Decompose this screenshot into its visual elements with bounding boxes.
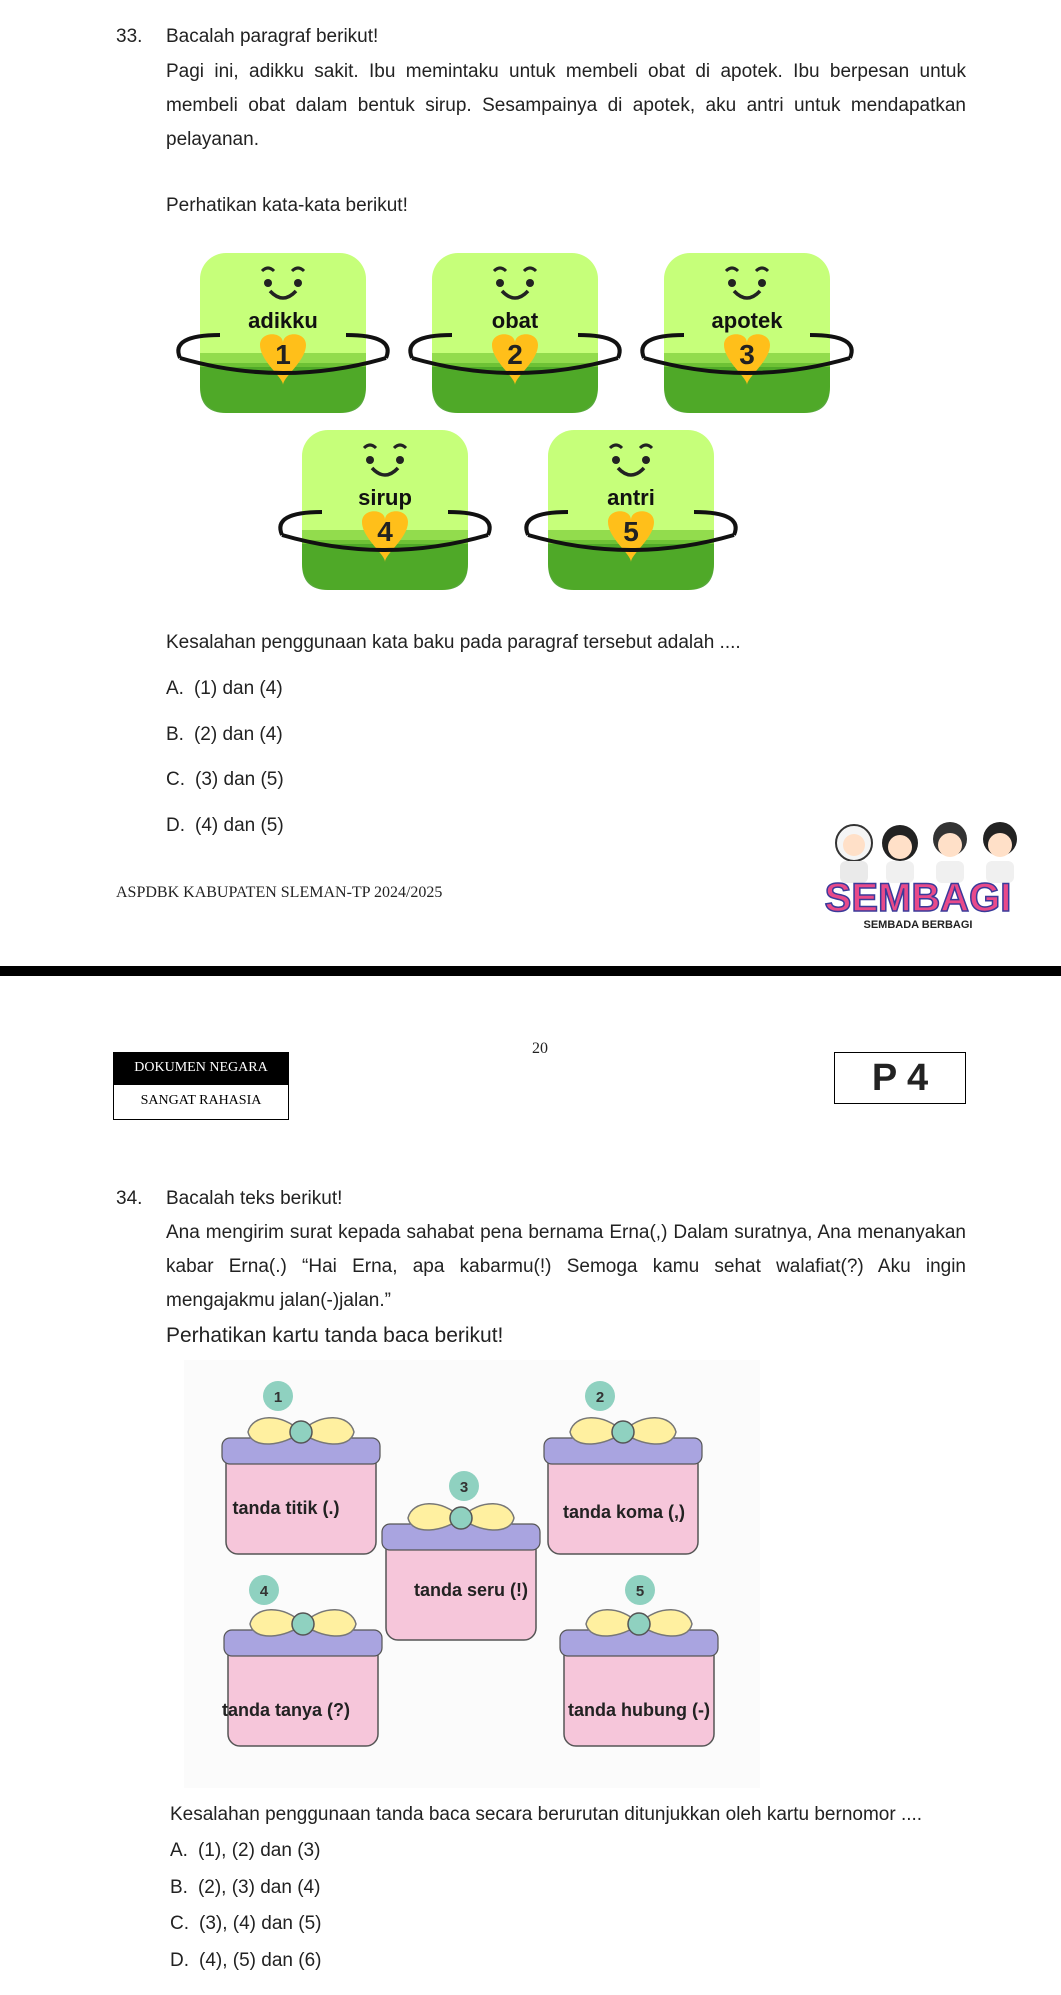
gift-card-1-label: tanda titik (.): [232, 1498, 340, 1518]
stamp-sangat-rahasia: SANGAT RAHASIA: [113, 1084, 289, 1120]
option-text: (3) dan (5): [195, 769, 284, 790]
q34-option-d[interactable]: [170, 1950, 321, 1972]
word-card-1-num: 1: [275, 339, 291, 370]
word-card-4-word: sirup: [358, 485, 412, 510]
word-card-4-num: 4: [377, 516, 393, 547]
q34-option-a[interactable]: [170, 1840, 320, 1862]
option-letter: C.: [166, 769, 185, 790]
option-letter: B.: [166, 724, 184, 745]
q34-instruction: Bacalah teks berikut!: [166, 1188, 343, 1209]
gift-card-2-num: 2: [595, 1389, 605, 1406]
option-text: (1), (2) dan (3): [197, 1840, 321, 1861]
page-footer-text: ASPDBK KABUPATEN SLEMAN-TP 2024/2025: [116, 884, 443, 901]
q33-prompt: Perhatikan kata-kata berikut!: [166, 195, 408, 216]
word-card-3-num: 3: [739, 339, 755, 370]
option-text: (2), (3) dan (4): [197, 1877, 321, 1898]
stamp-dokumen-negara: DOKUMEN NEGARA: [113, 1052, 289, 1084]
option-text: (3), (4) dan (5): [199, 1913, 322, 1934]
q33-option-d[interactable]: [166, 815, 284, 837]
q33-paragraph: Pagi ini, adikku sakit. Ibu memintaku untuk membeli obat di apotek. Ibu berpesan untuk membeli obat dalam bentuk sirup. Sesampainya di apotek, aku antri untuk mendapatkan pelayanan.: [166, 61, 966, 150]
students-illustration-icon: [836, 822, 1017, 883]
option-text: (2) dan (4): [193, 724, 283, 745]
q34-option-c[interactable]: [170, 1913, 321, 1935]
option-letter: A.: [170, 1840, 188, 1861]
q34-question: Kesalahan penggunaan tanda baca secara berurutan ditunjukkan oleh kartu bernomor ....: [170, 1804, 923, 1825]
word-card-3-word: apotek: [711, 308, 783, 333]
gift-card-1-num: 1: [273, 1389, 283, 1406]
gift-card-3-label: tanda seru (!): [413, 1580, 529, 1600]
option-letter: B.: [170, 1877, 188, 1898]
word-cards: [170, 245, 870, 595]
q34-prompt: Perhatikan kartu tanda baca berikut!: [166, 1324, 504, 1347]
gift-card-5-label: tanda hubung (-): [568, 1700, 710, 1720]
q33-option-a[interactable]: [166, 678, 283, 700]
q33-option-b[interactable]: [166, 724, 283, 746]
q34-option-b[interactable]: [170, 1877, 320, 1899]
option-letter: A.: [166, 678, 184, 699]
word-card-2: [410, 253, 619, 413]
option-text: (4), (5) dan (6): [199, 1950, 322, 1971]
logo-title: SEMBAGI: [824, 876, 1012, 920]
gift-card-3-num: 3: [459, 1479, 469, 1496]
word-card-1-word: adikku: [248, 308, 318, 333]
word-card-4: [280, 430, 489, 590]
word-card-5-num: 5: [623, 516, 639, 547]
gift-card-5-num: 5: [635, 1583, 645, 1600]
word-card-2-num: 2: [507, 339, 523, 370]
option-text: (4) dan (5): [195, 815, 284, 836]
option-letter: C.: [170, 1913, 189, 1934]
word-card-3: [642, 253, 851, 413]
sembagi-logo: [810, 815, 1030, 930]
page-divider: [0, 966, 1061, 976]
q33-question: Kesalahan penggunaan kata baku pada paragraf tersebut adalah ....: [166, 632, 741, 653]
package-code: P 4: [834, 1052, 966, 1104]
word-card-5: [526, 430, 735, 590]
logo-subtitle: SEMBADA BERBAGI: [863, 919, 973, 930]
gift-card-2-label: tanda koma (,): [562, 1502, 686, 1522]
word-card-2-word: obat: [491, 308, 539, 333]
word-card-5-word: antri: [607, 485, 655, 510]
word-card-1: [178, 253, 387, 413]
punctuation-cards: [184, 1360, 764, 1790]
gift-card-4-num: 4: [259, 1583, 269, 1600]
q33-option-c[interactable]: [166, 769, 284, 791]
q34-paragraph: Ana mengirim surat kepada sahabat pena bernama Erna(,) Dalam suratnya, Ana menanyakan kabar Erna(.) “Hai Erna, apa kabarmu(!) Semoga kamu sehat walafiat(?) Aku ingin mengajakmu jalan(-)jalan.”: [166, 1222, 966, 1311]
option-letter: D.: [170, 1950, 189, 1971]
gift-card-4-label: tanda tanya (?): [221, 1700, 351, 1720]
q33-instruction: Bacalah paragraf berikut!: [166, 26, 379, 47]
q33-number: 33.: [116, 26, 143, 47]
option-text: (1) dan (4): [193, 678, 283, 699]
q34-number: 34.: [116, 1188, 143, 1209]
option-letter: D.: [166, 815, 185, 836]
page-number: 20: [532, 1040, 548, 1057]
